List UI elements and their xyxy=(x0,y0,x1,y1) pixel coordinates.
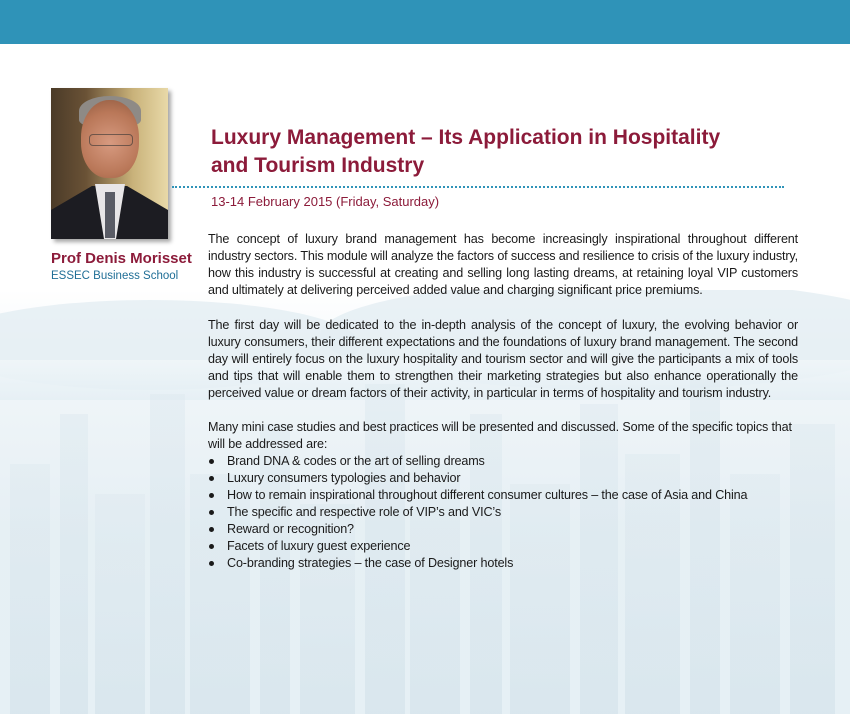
bullet-icon xyxy=(209,459,214,464)
list-item: Facets of luxury guest experience xyxy=(208,538,798,555)
course-date: 13-14 February 2015 (Friday, Saturday) xyxy=(211,194,440,209)
course-title-line-2: and Tourism Industry xyxy=(211,154,425,177)
speaker-photo xyxy=(51,88,168,239)
list-item: Reward or recognition? xyxy=(208,521,798,538)
list-item: Brand DNA & codes or the art of selling dreams xyxy=(208,453,798,470)
speaker-name: Prof Denis Morisset xyxy=(51,250,192,267)
bullet-icon xyxy=(209,510,214,515)
description-paragraph-1: The concept of luxury brand management has become increasingly inspirational throughout different industry sectors. This module will analyze the factors of success and resilience to crisis of the luxury industry, how this industry is successful at creating and selling long lasting dreams, at retaining loyal VIP customers and ultimately at delivering perceived added value and charging significant price premiums. xyxy=(208,232,798,297)
list-item: Co-branding strategies – the case of Designer hotels xyxy=(208,555,798,572)
course-title xyxy=(211,124,771,180)
bullet-icon xyxy=(209,544,214,549)
list-item: The specific and respective role of VIP’s and VIC’s xyxy=(208,504,798,521)
bullet-icon xyxy=(209,493,214,498)
course-title-line-1: Luxury Management – Its Application in Hospitality xyxy=(211,126,721,149)
list-item: How to remain inspirational throughout different consumer cultures – the case of Asia and China xyxy=(208,487,798,504)
speaker-school: ESSEC Business School xyxy=(51,270,179,282)
bullet-icon xyxy=(209,527,214,532)
description-paragraph-3: Many mini case studies and best practices will be presented and discussed. Some of the specific topics that will be addressed are: xyxy=(208,420,792,451)
bullet-icon xyxy=(209,561,214,566)
dotted-divider xyxy=(172,186,784,188)
header-band xyxy=(0,0,850,44)
course-description xyxy=(208,231,798,572)
topics-list xyxy=(208,453,798,572)
list-item: Luxury consumers typologies and behavior xyxy=(208,470,798,487)
bullet-icon xyxy=(209,476,214,481)
description-paragraph-2: The first day will be dedicated to the in-depth analysis of the concept of luxury, the evolving behavior or luxury consumers, their different expectations and the foundations of luxury brand management. The second day will entirely focus on the luxury hospitality and tourism sector and will give the participants a mix of tools and tips that will enable them to strengthen their marketing strategies but also enhance operationally the perceived value or dream factors of their activity, in particular in terms of hospitality and tourism industry. xyxy=(208,318,798,400)
